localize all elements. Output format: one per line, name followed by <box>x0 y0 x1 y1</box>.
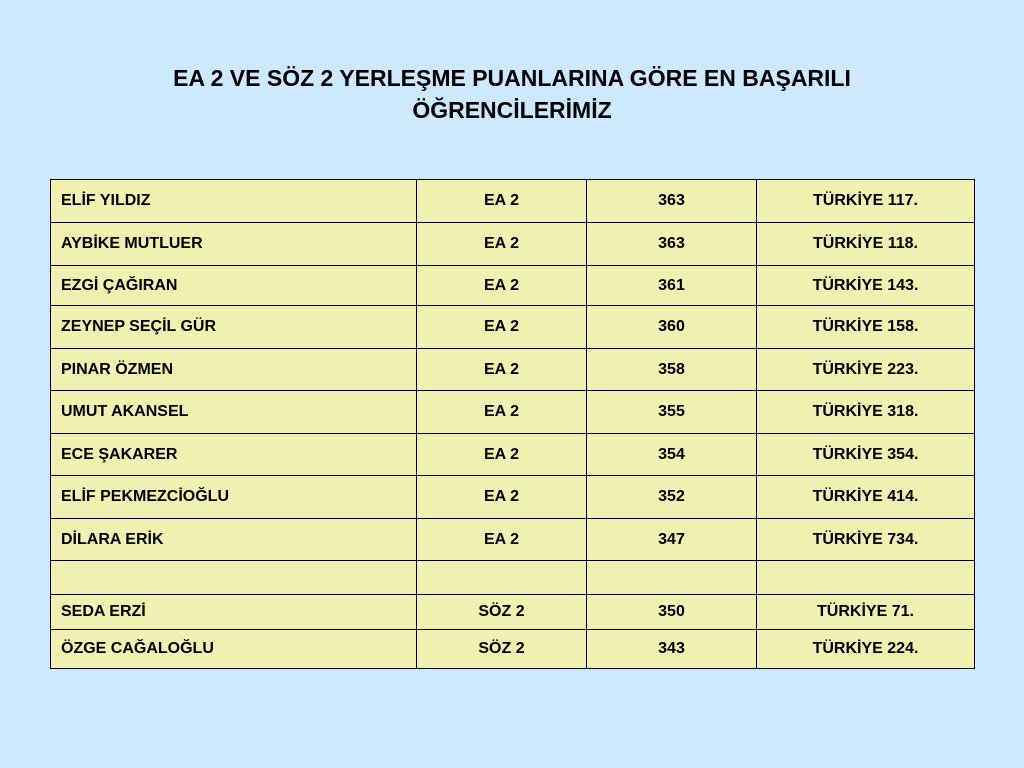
student-name-cell: AYBİKE MUTLUER <box>51 223 417 266</box>
score-cell: 347 <box>587 519 757 561</box>
student-name-cell: SEDA ERZİ <box>51 595 417 630</box>
table-row <box>51 223 975 266</box>
table-row <box>51 349 975 391</box>
exam-type-cell: EA 2 <box>417 306 587 349</box>
title-line-2: ÖĞRENCİLERİMİZ <box>412 97 612 123</box>
exam-type-cell: EA 2 <box>417 349 587 391</box>
score-cell: 352 <box>587 476 757 519</box>
exam-type-cell: SÖZ 2 <box>417 595 587 630</box>
exam-type-cell <box>417 561 587 595</box>
table-row <box>51 476 975 519</box>
student-name-cell: DİLARA ERİK <box>51 519 417 561</box>
table-row <box>51 519 975 561</box>
rank-cell: TÜRKİYE 414. <box>757 476 975 519</box>
exam-type-cell: EA 2 <box>417 391 587 434</box>
student-name-cell: ELİF YILDIZ <box>51 180 417 223</box>
table-row-empty <box>51 561 975 595</box>
table-row <box>51 180 975 223</box>
table-row <box>51 266 975 306</box>
exam-type-cell: EA 2 <box>417 434 587 476</box>
student-name-cell: ECE ŞAKARER <box>51 434 417 476</box>
student-name-cell: PINAR ÖZMEN <box>51 349 417 391</box>
student-name-cell: EZGİ ÇAĞIRAN <box>51 266 417 306</box>
student-name-cell: UMUT AKANSEL <box>51 391 417 434</box>
rank-cell: TÜRKİYE 71. <box>757 595 975 630</box>
slide-title <box>0 62 1024 126</box>
rank-cell <box>757 561 975 595</box>
score-cell: 343 <box>587 630 757 669</box>
student-name-cell: ELİF PEKMEZCİOĞLU <box>51 476 417 519</box>
rank-cell: TÜRKİYE 354. <box>757 434 975 476</box>
rank-cell: TÜRKİYE 143. <box>757 266 975 306</box>
results-table <box>50 179 975 669</box>
student-name-cell <box>51 561 417 595</box>
exam-type-cell: SÖZ 2 <box>417 630 587 669</box>
score-cell: 361 <box>587 266 757 306</box>
rank-cell: TÜRKİYE 158. <box>757 306 975 349</box>
rank-cell: TÜRKİYE 318. <box>757 391 975 434</box>
title-line-1: EA 2 VE SÖZ 2 YERLEŞME PUANLARINA GÖRE EN BAŞARILI <box>173 65 851 91</box>
student-name-cell: ZEYNEP SEÇİL GÜR <box>51 306 417 349</box>
table-row <box>51 306 975 349</box>
score-cell: 354 <box>587 434 757 476</box>
rank-cell: TÜRKİYE 223. <box>757 349 975 391</box>
exam-type-cell: EA 2 <box>417 266 587 306</box>
table-row <box>51 391 975 434</box>
rank-cell: TÜRKİYE 734. <box>757 519 975 561</box>
table-row <box>51 595 975 630</box>
student-name-cell: ÖZGE CAĞALOĞLU <box>51 630 417 669</box>
exam-type-cell: EA 2 <box>417 519 587 561</box>
exam-type-cell: EA 2 <box>417 223 587 266</box>
score-cell: 363 <box>587 223 757 266</box>
score-cell: 360 <box>587 306 757 349</box>
rank-cell: TÜRKİYE 118. <box>757 223 975 266</box>
score-cell <box>587 561 757 595</box>
rank-cell: TÜRKİYE 117. <box>757 180 975 223</box>
score-cell: 350 <box>587 595 757 630</box>
score-cell: 363 <box>587 180 757 223</box>
table-row <box>51 434 975 476</box>
exam-type-cell: EA 2 <box>417 476 587 519</box>
table-row <box>51 630 975 669</box>
rank-cell: TÜRKİYE 224. <box>757 630 975 669</box>
score-cell: 358 <box>587 349 757 391</box>
score-cell: 355 <box>587 391 757 434</box>
exam-type-cell: EA 2 <box>417 180 587 223</box>
